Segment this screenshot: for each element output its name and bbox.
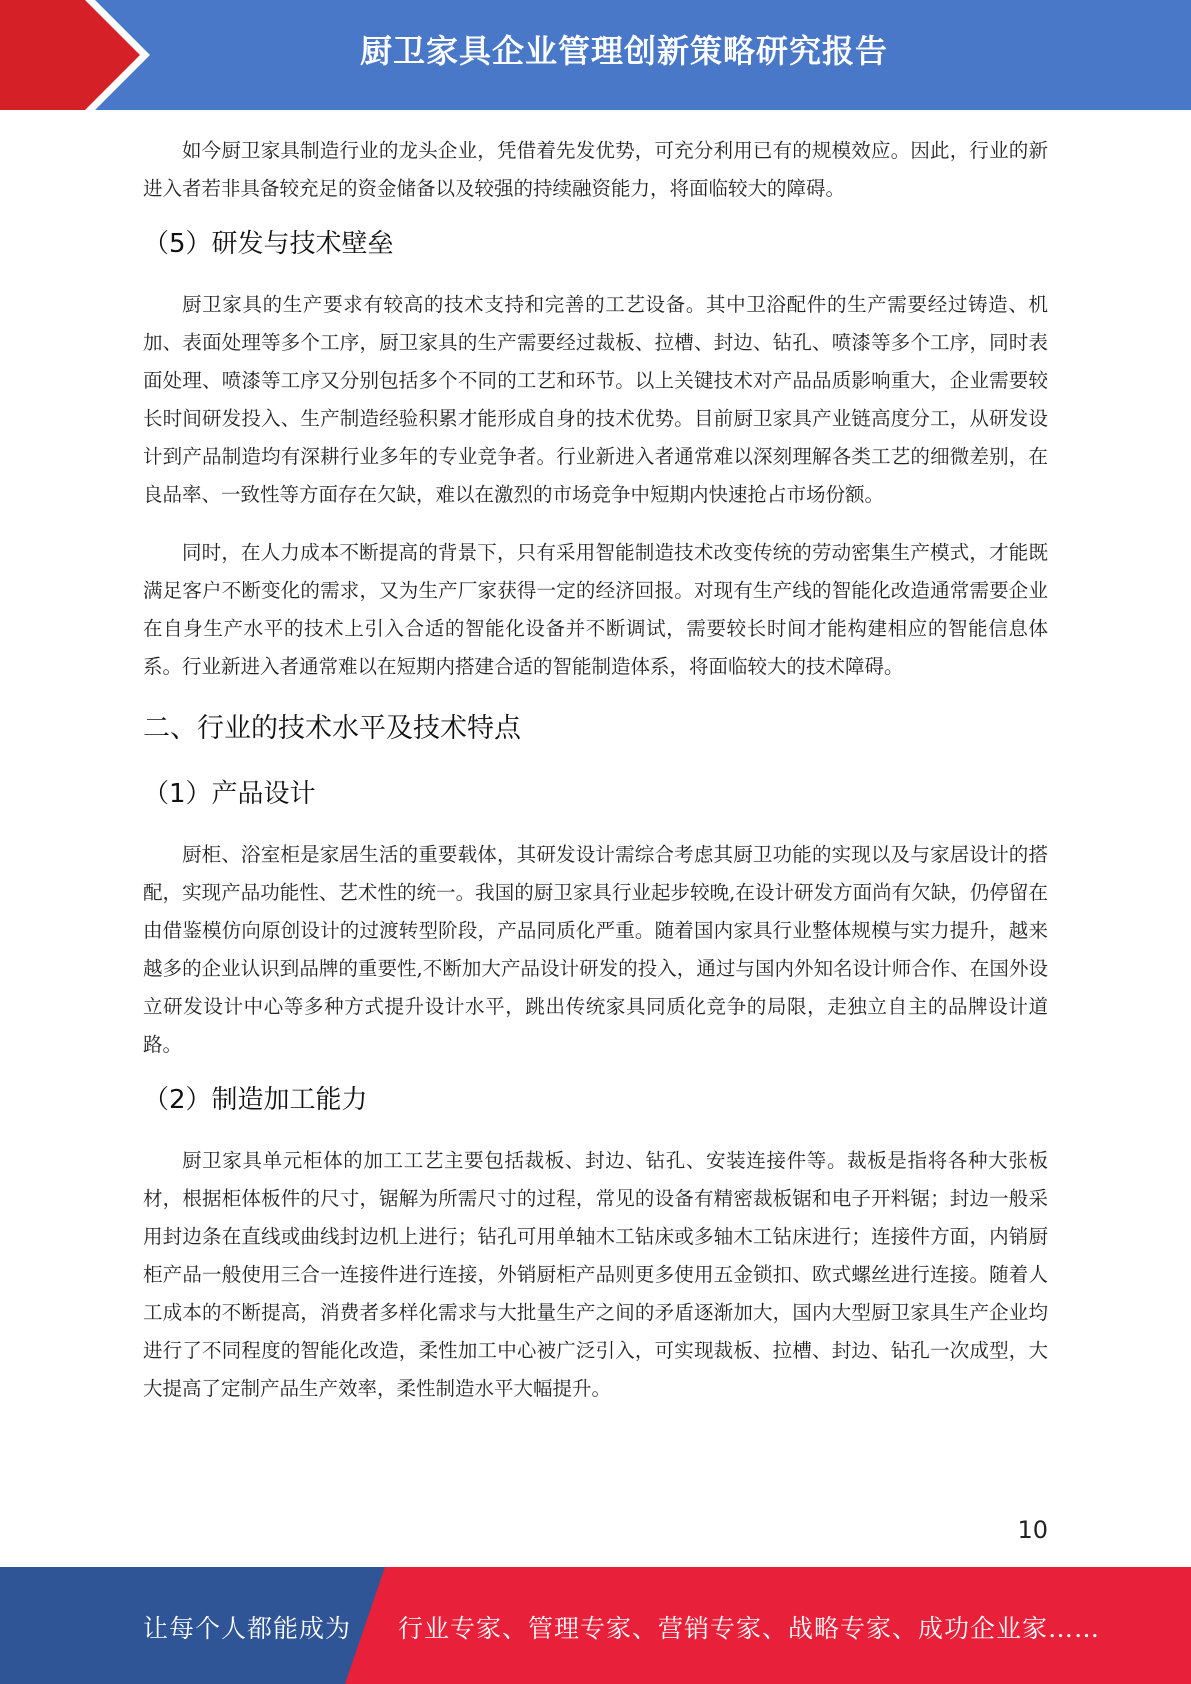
footer-slogan-left: 让每个人都能成为 bbox=[143, 1614, 352, 1643]
heading-product-design: （1）产品设计 bbox=[143, 779, 316, 809]
report-title: 厨卫家具企业管理创新策略研究报告 bbox=[360, 32, 889, 70]
paragraph-capital-barrier: 如今厨卫家具制造行业的龙头企业，凭借着先发优势，可充分利用已有的规模效应。因此，行业的新进入者若非具备较充足的资金储备以及较强的持续融资能力，将面临较大的障碍。 bbox=[143, 139, 1048, 200]
page-header bbox=[0, 0, 1191, 110]
page-footer bbox=[0, 1567, 1191, 1684]
paragraph-rd-barrier: 厨卫家具的生产要求有较高的技术支持和完善的工艺设备。其中卫浴配件的生产需要经过铸造、机加、表面处理等多个工序，厨卫家具的生产需要经过裁板、拉槽、封边、钻孔、喷漆等多个工序，同时表面处理、喷漆等工序又分别包括多个不同的工艺和环节。以上关键技术对产品品质影响重大，企业需要较长时间研发投入、生产制造经验积累才能形成自身的技术优势。目前厨卫家具产业链高度分工，从研发设计到产品制造均有深耕行业多年的专业竞争者。行业新进入者通常难以深刻理解各类工艺的细微差别，在良品率、一致性等方面存在欠缺，难以在激烈的市场竞争中短期内快速抢占市场份额。 bbox=[143, 293, 1048, 506]
paragraph-smart-manufacturing: 同时，在人力成本不断提高的背景下，只有采用智能制造技术改变传统的劳动密集生产模式，才能既满足客户不断变化的需求，又为生产厂家获得一定的经济回报。对现有生产线的智能化改造通常需要企业在自身生产水平的技术上引入合适的智能化设备并不断调试，需要较长时间才能构建相应的智能信息体系。行业新进入者通常难以在短期内搭建合适的智能制造体系，将面临较大的技术障碍。 bbox=[143, 541, 1048, 678]
footer-slogan-right: 行业专家、管理专家、营销专家、战略专家、成功企业家…… bbox=[398, 1614, 1101, 1643]
paragraph-product-design: 厨柜、浴室柜是家居生活的重要载体，其研发设计需综合考虑其厨卫功能的实现以及与家居设计的搭配，实现产品功能性、艺术性的统一。我国的厨卫家具行业起步较晚,在设计研发方面尚有欠缺，仍停留在由借鉴模仿向原创设计的过渡转型阶段，产品同质化严重。随着国内家具行业整体规模与实力提升，越来越多的企业认识到品牌的重要性,不断加大产品设计研发的投入，通过与国内外知名设计师合作、在国外设立研发设计中心等多种方式提升设计水平，跳出传统家具同质化竞争的局限，走独立自主的品牌设计道路。 bbox=[143, 843, 1048, 1056]
heading-rd-barrier: （5）研发与技术壁垒 bbox=[143, 229, 394, 259]
heading-section-2: 二、行业的技术水平及技术特点 bbox=[143, 713, 521, 744]
paragraph-manufacturing: 厨卫家具单元柜体的加工工艺主要包括裁板、封边、钻孔、安装连接件等。裁板是指将各种大张板材，根据柜体板件的尺寸，锯解为所需尺寸的过程，常见的设备有精密裁板锯和电子开料锯；封边一般采用封边条在直线或曲线封边机上进行；钻孔可用单轴木工钻床或多轴木工钻床进行；连接件方面，内销厨柜产品一般使用三合一连接件进行连接，外销厨柜产品则更多使用五金锁扣、欧式螺丝进行连接。随着人工成本的不断提高，消费者多样化需求与大批量生产之间的矛盾逐渐加大，国内大型厨卫家具生产企业均进行了不同程度的智能化改造，柔性加工中心被广泛引入，可实现裁板、拉槽、封边、钻孔一次成型，大大提高了定制产品生产效率，柔性制造水平大幅提升。 bbox=[143, 1149, 1048, 1400]
document-body bbox=[143, 132, 1048, 1408]
page-number: 10 bbox=[1017, 1516, 1048, 1544]
heading-manufacturing: （2）制造加工能力 bbox=[143, 1085, 368, 1115]
